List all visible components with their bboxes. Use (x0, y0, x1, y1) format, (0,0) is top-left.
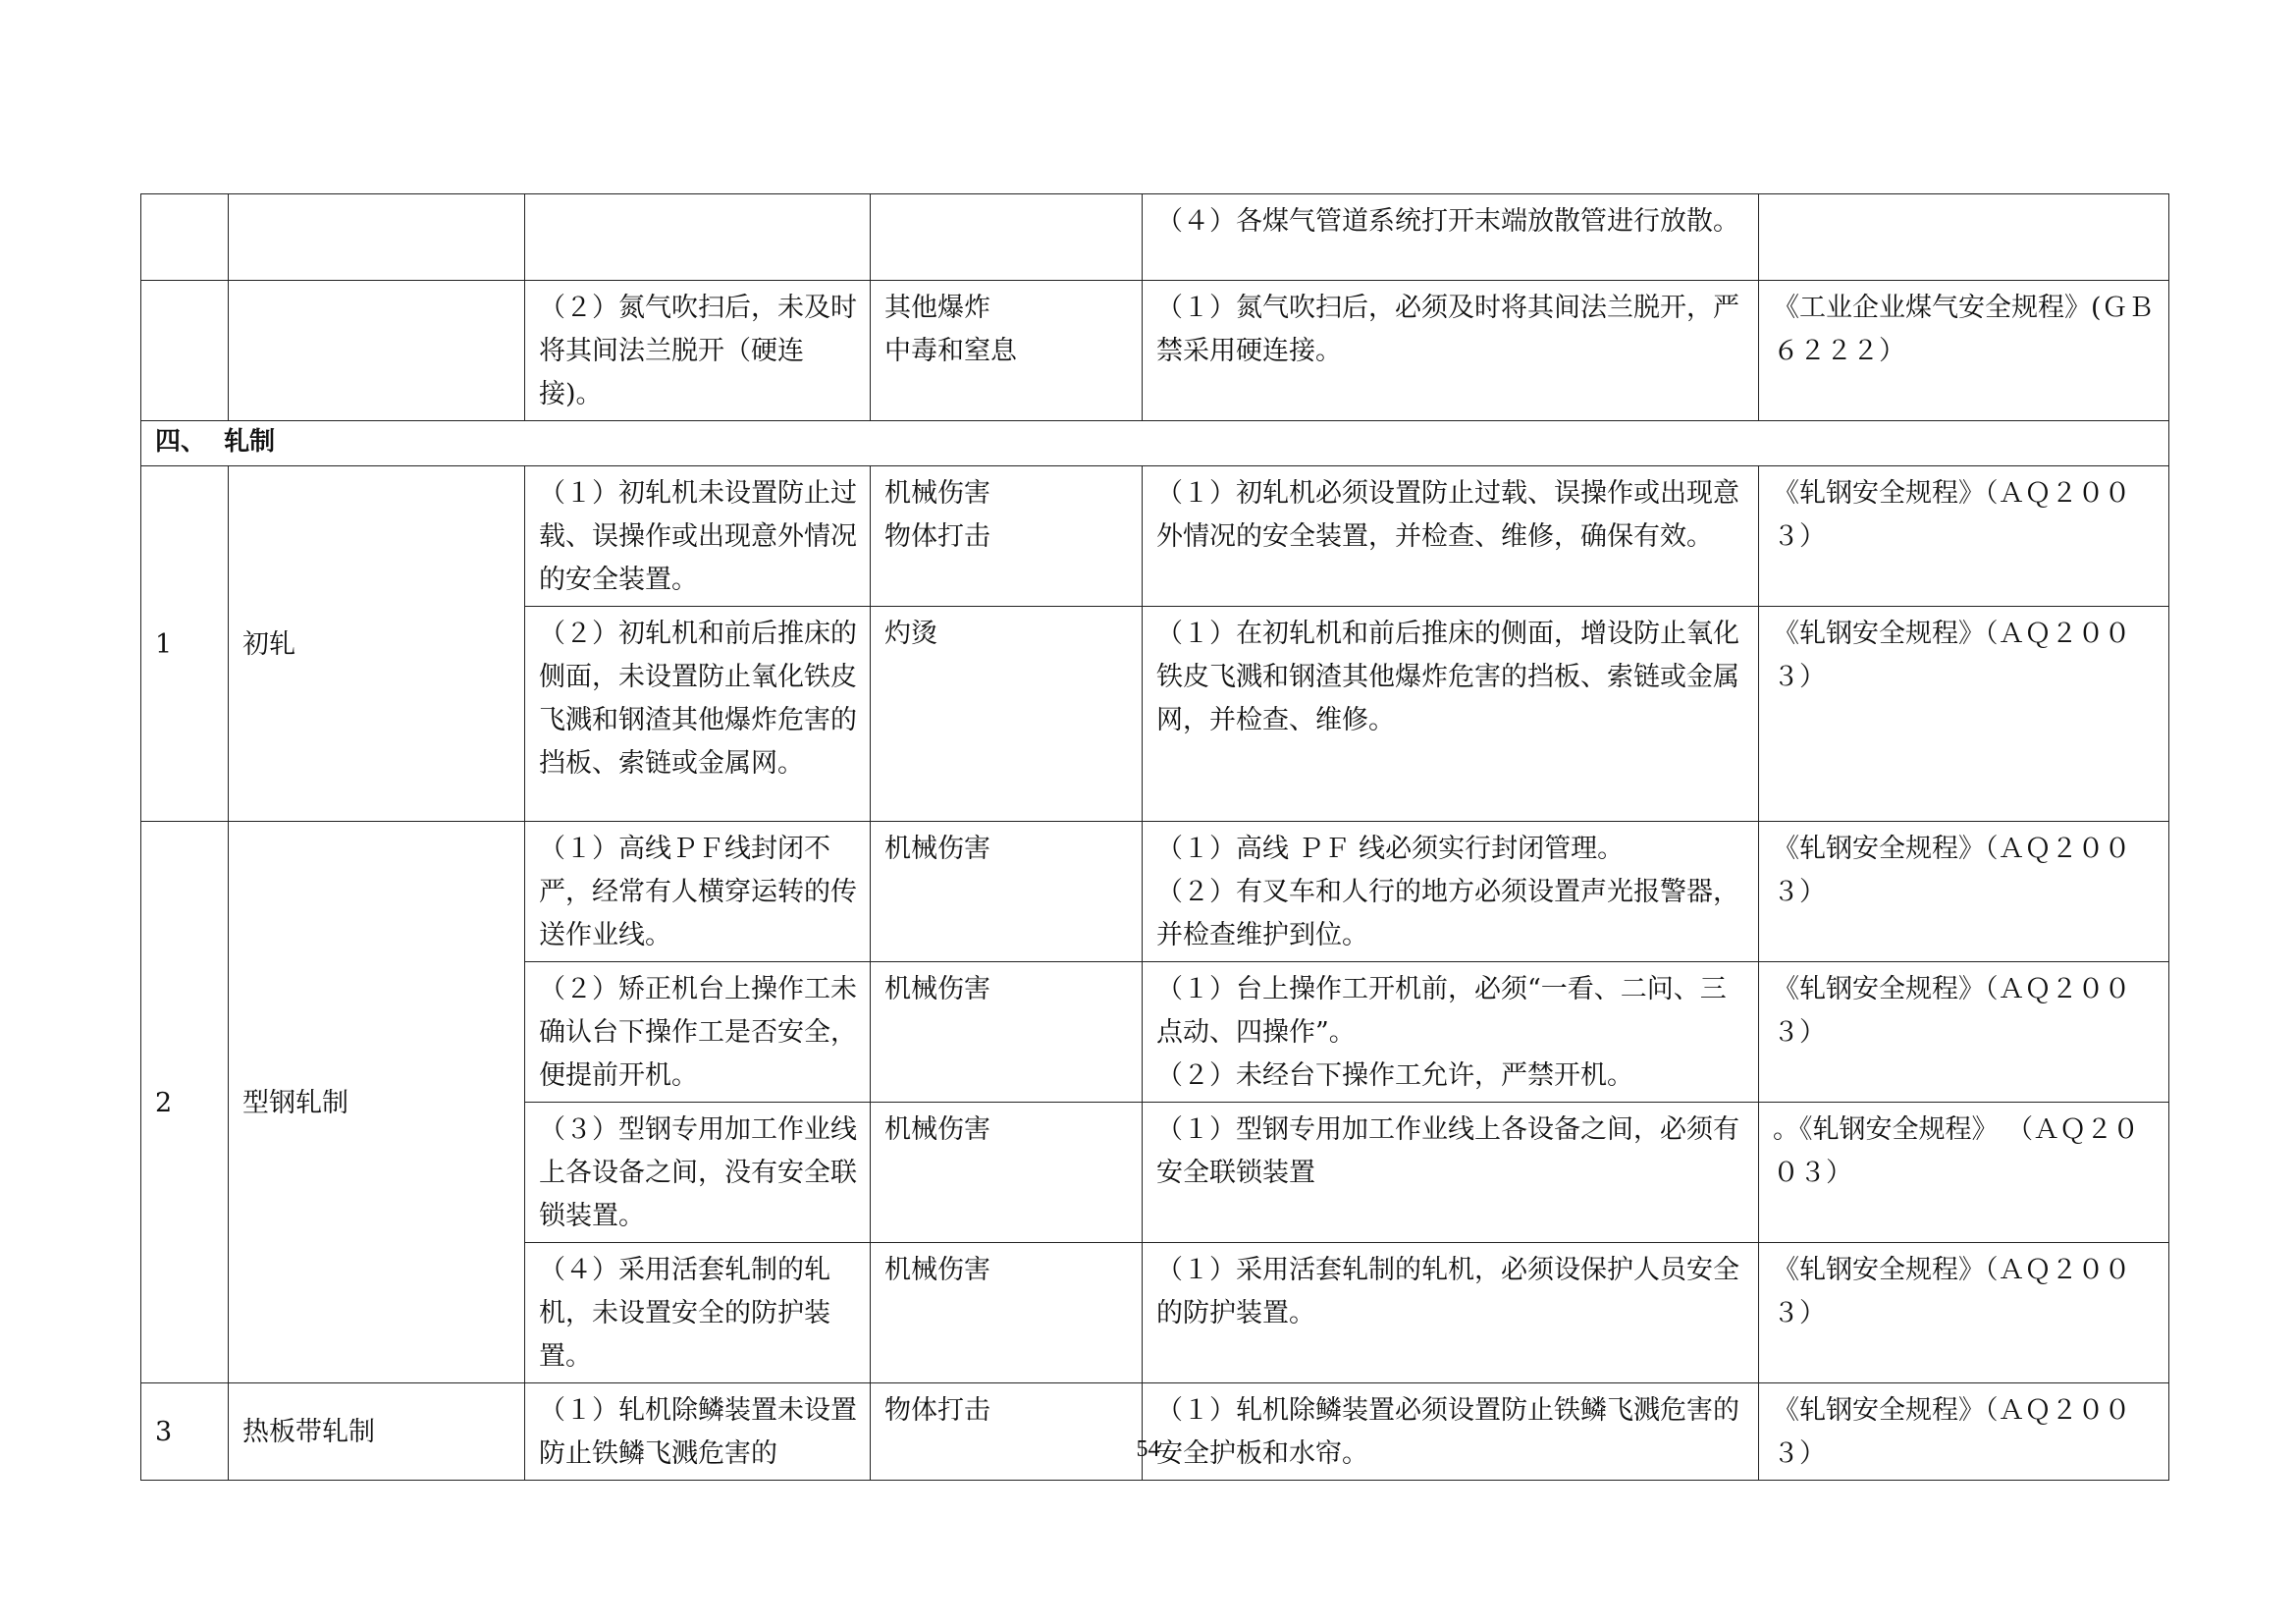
accident-cell (871, 281, 1143, 421)
process-cell (229, 281, 525, 421)
measure-line: （１）台上操作工开机前，必须“一看、二问、三点动、四操作”。 (1156, 974, 1727, 1048)
measure-cell: （１）采用活套轧制的轧机，必须设保护人员安全的防护装置。 (1143, 1243, 1759, 1383)
measure-cell (1143, 962, 1759, 1103)
table-row (141, 194, 2169, 281)
no-cell: 1 (141, 466, 229, 822)
hazard-cell: （２）矫正机台上操作工未确认台下操作工是否安全，便提前开机。 (525, 962, 871, 1103)
accident-cell (871, 194, 1143, 281)
basis-cell: 《轧钢安全规程》（ＡＱ２００３） (1759, 1243, 2169, 1383)
hazard-cell: （３）型钢专用加工作业线上各设备之间，没有安全联锁装置。 (525, 1103, 871, 1243)
process-cell: 初轧 (229, 466, 525, 822)
accident-cell: 机械伤害 (871, 1243, 1143, 1383)
measure-cell: （１）型钢专用加工作业线上各设备之间，必须有安全联锁装置 (1143, 1103, 1759, 1243)
hazard-table (140, 193, 2169, 1481)
hazard-cell: （１）轧机除鳞装置未设置防止铁鳞飞溅危害的 (525, 1383, 871, 1481)
accident-type: 机械伤害 (884, 478, 990, 509)
process-cell: 型钢轧制 (229, 822, 525, 1383)
hazard-cell: （２）氮气吹扫后，未及时将其间法兰脱开（硬连接)。 (525, 281, 871, 421)
table-row (141, 466, 2169, 607)
process-cell (229, 194, 525, 281)
accident-cell: 物体打击 (871, 1383, 1143, 1481)
accident-cell: 机械伤害 (871, 822, 1143, 962)
accident-cell (871, 466, 1143, 607)
hazard-cell: （２）初轧机和前后推床的侧面，未设置防止氧化铁皮飞溅和钢渣其他爆炸危害的挡板、索链或金属网。 (525, 607, 871, 822)
measure-line: （２）未经台下操作工允许，严禁开机。 (1156, 1060, 1633, 1091)
measure-cell: （１）氮气吹扫后，必须及时将其间法兰脱开，严禁采用硬连接。 (1143, 281, 1759, 421)
measure-line: （２）有叉车和人行的地方必须设置声光报警器，并检查维护到位。 (1156, 877, 1739, 950)
measure-cell: （４）各煤气管道系统打开末端放散管进行放散。 (1143, 194, 1759, 281)
basis-cell: 《轧钢安全规程》（ＡＱ２００３） (1759, 1383, 2169, 1481)
page-number: 54 (1136, 1436, 1160, 1462)
measure-cell: （１）轧机除鳞装置必须设置防止铁鳞飞溅危害的安全护板和水帘。 (1143, 1383, 1759, 1481)
section-number: 四、 (155, 427, 207, 457)
accident-cell: 灼烫 (871, 607, 1143, 822)
table-row (141, 822, 2169, 962)
measure-cell (1143, 822, 1759, 962)
no-cell (141, 194, 229, 281)
no-cell (141, 281, 229, 421)
measure-cell: （１）初轧机必须设置防止过载、误操作或出现意外情况的安全装置，并检查、维修，确保有效。 (1143, 466, 1759, 607)
accident-cell: 机械伤害 (871, 962, 1143, 1103)
section-header-row (141, 421, 2169, 466)
basis-cell: 《轧钢安全规程》（ＡＱ２００３） (1759, 822, 2169, 962)
hazard-cell: （１）高线ＰＦ线封闭不严，经常有人横穿运转的传送作业线。 (525, 822, 871, 962)
no-cell: 2 (141, 822, 229, 1383)
basis-cell: 。《轧钢安全规程》 （ＡＱ２００３） (1759, 1103, 2169, 1243)
basis-cell: 《轧钢安全规程》（ＡＱ２００３） (1759, 962, 2169, 1103)
basis-cell: 《工业企业煤气安全规程》(ＧＢ ６２２２） (1759, 281, 2169, 421)
hazard-cell: （１）初轧机未设置防止过载、误操作或出现意外情况的安全装置。 (525, 466, 871, 607)
section-heading (141, 421, 2169, 466)
hazard-cell (525, 194, 871, 281)
process-cell: 热板带轧制 (229, 1383, 525, 1481)
section-title: 轧制 (224, 427, 276, 457)
basis-cell (1759, 194, 2169, 281)
accident-type: 其他爆炸 (884, 293, 990, 323)
table-row (141, 281, 2169, 421)
hazard-cell: （４）采用活套轧制的轧机，未设置安全的防护装置。 (525, 1243, 871, 1383)
basis-cell: 《轧钢安全规程》（ＡＱ２００３） (1759, 466, 2169, 607)
basis-cell: 《轧钢安全规程》（ＡＱ２００３） (1759, 607, 2169, 822)
accident-cell: 机械伤害 (871, 1103, 1143, 1243)
accident-type: 中毒和窒息 (884, 336, 1017, 366)
no-cell: 3 (141, 1383, 229, 1481)
accident-type: 物体打击 (884, 521, 990, 552)
measure-line: （１）高线 ＰＦ 线必须实行封闭管理。 (1156, 834, 1625, 864)
table-row (141, 1383, 2169, 1481)
measure-cell: （１）在初轧机和前后推床的侧面，增设防止氧化铁皮飞溅和钢渣其他爆炸危害的挡板、索链或金属网，并检查、维修。 (1143, 607, 1759, 822)
